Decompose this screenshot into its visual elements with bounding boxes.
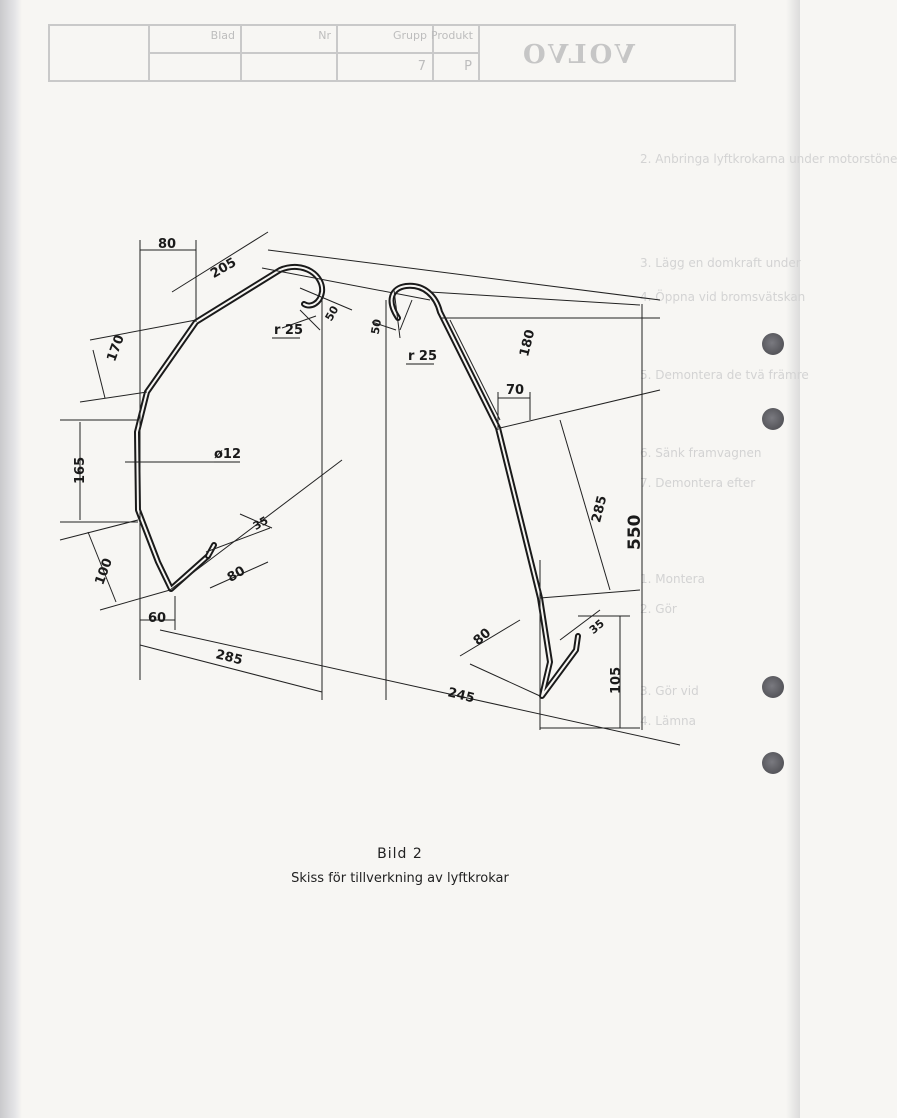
header-label-grupp: Grupp (393, 29, 427, 42)
dim-left-80-top: 80 (158, 237, 177, 252)
dim-right-245: 245 (446, 685, 477, 707)
dim-left-radius: r 25 (274, 323, 304, 338)
dim-left-205: 205 (208, 255, 240, 282)
bleed-line-3: 4. Öppna vid bromsvätskan (640, 290, 806, 304)
dim-right-70: 70 (506, 383, 525, 398)
bleed-line-2: 3. Lägg en domkraft under (640, 256, 801, 270)
punch-hole (762, 676, 784, 698)
dim-right-285: 285 (589, 494, 611, 525)
header-value-grupp: 7 (417, 59, 426, 74)
figure-caption-title: Bild 2 (377, 846, 423, 862)
dim-left-50: 50 (322, 303, 342, 324)
volvo-logo: VOLVO (520, 40, 635, 70)
dim-left-35: 35 (250, 513, 271, 533)
dim-left-60: 60 (148, 611, 167, 626)
dim-right-180: 180 (517, 328, 539, 359)
bleed-line-7: 1. Montera (640, 572, 705, 586)
dim-left-170: 170 (104, 332, 128, 364)
header-label-blad: Blad (210, 29, 235, 42)
punch-hole (762, 333, 784, 355)
bleed-line-10: 4. Lämna (640, 714, 696, 728)
dim-left-80-bottom: 80 (224, 563, 249, 586)
figure-caption-subtitle: Skiss för tillverkning av lyftkrokar (291, 871, 509, 886)
bleed-line-1: 2. Anbringa lyftkrokarna under motorstöne (640, 152, 897, 166)
punch-hole (762, 408, 784, 430)
header-value-produkt: P (464, 59, 472, 74)
header-label-nr: Nr (318, 29, 331, 42)
dim-right-radius: r 25 (408, 349, 438, 364)
dim-left-diameter: ø12 (214, 447, 242, 462)
dim-right-80: 80 (470, 625, 495, 649)
dim-left-165: 165 (73, 456, 88, 484)
dim-right-35: 35 (586, 616, 607, 637)
dim-right-550: 550 (625, 514, 645, 550)
bleed-line-8: 2. Gör (640, 602, 677, 616)
left-hook (137, 267, 322, 589)
dim-left-100: 100 (92, 556, 116, 587)
bleed-line-9: 3. Gör vid (640, 684, 699, 698)
bleed-line-4: 5. Demontera de tvä främre (640, 368, 809, 382)
dim-right-50: 50 (368, 318, 385, 336)
bleed-line-5: 6. Sänk framvagnen (640, 446, 762, 460)
header-label-produkt: Produkt (430, 29, 473, 42)
bleed-line-6: 7. Demontera efter (640, 476, 756, 490)
dim-right-105: 105 (609, 666, 624, 694)
dim-left-285: 285 (214, 647, 245, 669)
left-dimension-lines (60, 232, 680, 745)
punch-hole (762, 752, 784, 774)
